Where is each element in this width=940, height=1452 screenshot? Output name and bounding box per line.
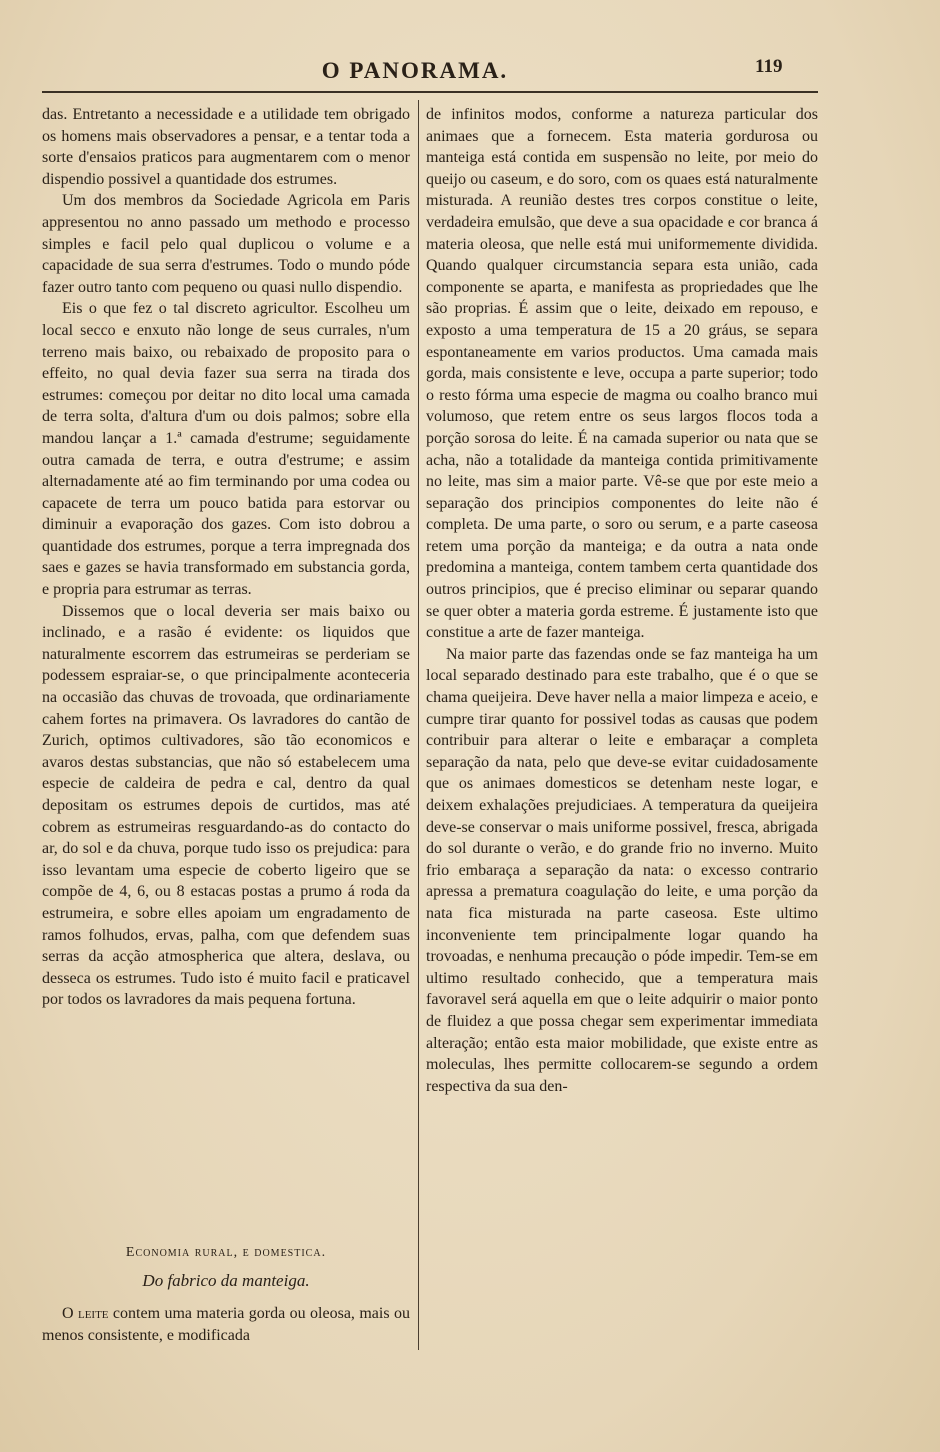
paragraph: de infinitos modos, conforme a natureza particular dos animaes que a fornecem. Esta materia gordurosa ou manteiga está contida em suspensão no leite, por meio do queijo ou caseum, e do soro, com os quaes está naturalmente misturada. A reunião destes tres corpos constitue o leite, verdadeira emulsão, que deve a sua opacidade e cor branca á materia oleosa, que nelle está mui uniformemente dividida. Quando qualquer circumstancia separa esta união, cada componente se aparta, e manifesta as propriedades que lhe são proprias. É assim que o leite, deixado em repouso, e exposto a uma temperatura de 15 a 20 gráus, se separa espontaneamente em varios productos. Uma camada mais gorda, mais consistente e leve, occupa a parte superior; todo o resto fórma uma especie de magma ou coalho branco mui volumoso, que retem entre os seus largos flocos toda a porção sorosa do leite. É na camada superior ou nata que se acha, não a totalidade da manteiga contida primitivamente no leite, mas sim a maior parte. Vê-se que por este meio a separação dos principios componentes do leite não é completa. De uma parte, o soro ou serum, e a parte caseosa retem uma porção da manteiga; e da outra a nata onde predomina a manteiga, contem tambem certa quantidade dos outros principios, que é preciso eliminar ou separar quando se quer obter a materia gorda estreme. É justamente isto que constitue a arte de fazer manteiga. (426, 106, 818, 642)
section-title: Economia rural, e domestica. (125, 1245, 327, 1260)
paragraph: Um dos membros da Sociedade Agricola em Paris appresentou no anno passado um methodo e processo simples e facil pelo qual duplicou o volume e a capacidade de sua serra d'estrumes. Todo o mundo póde fazer outro tanto com pequeno ou quasi nullo dispendio. (42, 192, 410, 296)
header-rule (42, 91, 818, 93)
article-section (42, 1245, 410, 1346)
left-column (42, 104, 410, 1011)
article-lead-paragraph (42, 1303, 410, 1346)
lead-text: contem uma materia gorda ou oleosa, mais ou menos consistente, e modificada (42, 1305, 410, 1344)
lead-word: O leite (62, 1305, 109, 1322)
paragraph: Eis o que fez o tal discreto agricultor. Escolheu um local secco e enxuto não longe de seus currales, n'um terreno mais baixo, ou rebaixado de proposito para o effeito, no qual devia fazer sua serra na tirada dos estrumes: começou por deitar no dito local uma camada de terra solta, d'altura d'um ou dois palmos; sobre ella mandou lançar a 1.ª camada d'estrume; seguidamente outra camada de terra, e outra d'estrume; e assim alternadamente até ao fim terminando por uma codea ou capacete de terra um pouco batida para estorvar ou diminuir a evaporação dos gazes. Com isto dobrou a quantidade dos estrumes, porque a terra impregnada dos saes e gazes se havia transformado em substancia gorda, e propria para estrumar as terras. (42, 300, 410, 599)
paragraph: Dissemos que o local deveria ser mais baixo ou inclinado, e a rasão é evidente: os liquidos que naturalmente escorrem das estrumeiras se perderiam se podessem espraiar-se, o que principalmente aconteceria na occasião das chuvas de trovoada, que ordinariamente cahem fortes na primavera. Os lavradores do cantão de Zurich, optimos cultivadores, são tão economicos e avaros destas substancias, que não só estabelecem uma especie de caldeira de pedra e cal, dentro da qual depositam os estrumes depois de curtidos, mas até cobrem as estrumeiras resguardando-as do contacto do ar, do sol e da chuva, porque tudo isso os prejudica: para isso levantam uma especie de coberto ligeiro que se compõe de 4, 6, ou 8 estacas postas a prumo á roda da estrumeira, e sobre elles apoiam um engradamento de ramos folhudos, ervas, palha, com que defendem suas serras da acção atmospherica que altera, deslava, ou desseca os estrumes. Tudo isto é muito facil e praticavel por todos os lavradores da mais pequena fortuna. (42, 602, 410, 1009)
article-title: Do fabrico da manteiga. (142, 1271, 310, 1290)
paragraph: das. Entretanto a necessidade e a utilidade tem obrigado os homens mais observadores a pensar, e a tentar toda a sorte d'ensaios praticos para augmentarem com o menor dispendio possivel a quantidade dos estrumes. (42, 106, 410, 188)
paragraph: Na maior parte das fazendas onde se faz manteiga ha um local separado destinado para este trabalho, que é o que se chama queijeira. Deve haver nella a maior limpeza e aceio, e cumpre tirar quanto for possivel todas as causas que podem contribuir para alterar o leite e embaraçar a completa separação da nata, pelo que deve-se evitar cuidadosamente que os animaes domesticos se detenham neste logar, e deixem exhalações prejudiciaes. A temperatura da queijeira deve-se conservar o mais uniforme possivel, fresca, abrigada do sol durante o verão, e do grande frio no inverno. Muito frio embaraça a separação da nata: o excesso contrario apressa a prematura coagulação do leite, e uma porção da nata fica misturada na parte caseosa. Este ultimo inconveniente tem principalmente logar quando ha trovoadas, e nenhuma precaução o póde impedir. Tem-se em ultimo resultado conhecido, que a temperatura mais favoravel será aquella em que o leite adquirir o maior ponto de fluidez a que possa chegar sem experimentar immediata alteração; então esta maior mobilidade, que existe entre as moleculas, lhes permitte collocarem-se segundo a ordem respectiva da sua den- (426, 645, 818, 1095)
page-number: 119 (755, 56, 783, 77)
column-divider (418, 100, 419, 1350)
running-title: O PANORAMA. (321, 58, 509, 83)
right-column (426, 104, 818, 1097)
